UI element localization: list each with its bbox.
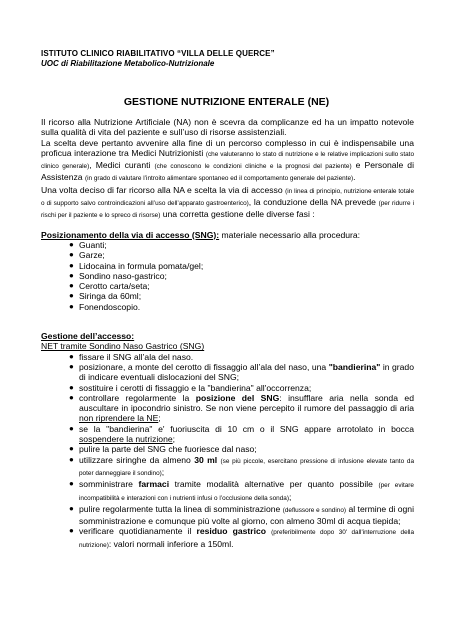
- bullet-icon: ●: [69, 503, 74, 513]
- list-item: [69, 444, 414, 455]
- text-run: se la "bandierina" e' fuoriuscita di 10 cm o il SNG appare arrotolato in bocca: [79, 423, 414, 434]
- list-item: [69, 382, 414, 393]
- intro-paragraph-3: [41, 185, 414, 222]
- list-item-text: Siringa da 60ml;: [79, 291, 142, 302]
- list-item: [69, 291, 414, 302]
- text-run: utilizzare siringhe da almeno: [79, 454, 195, 465]
- text-run: , la conduzione della NA prevede: [248, 197, 379, 208]
- list-item: [69, 503, 414, 527]
- text-run-bold: farmaci: [138, 479, 170, 490]
- bullet-icon: ●: [69, 382, 74, 392]
- list-item: [69, 281, 414, 292]
- management-heading: [41, 331, 414, 341]
- section-subtitle: NET tramite Sondino Naso Gastrico (SNG): [41, 341, 205, 352]
- list-item-text: Guanti;: [79, 239, 107, 250]
- text-run: in grado di indicare eventuali dislocazioni del SNG;: [79, 361, 414, 383]
- list-item: [69, 454, 414, 480]
- bullet-icon: ●: [69, 270, 74, 280]
- section-title: Posizionamento della via di accesso (SNG):: [41, 229, 220, 240]
- list-item-text: Garze;: [79, 250, 105, 261]
- list-item: [69, 270, 414, 281]
- bullet-icon: ●: [69, 351, 74, 361]
- list-item-text: sostituire i cerotti di fissaggio e la "bandierina" all'occorrenza;: [79, 382, 312, 393]
- text-run: ;: [288, 491, 292, 502]
- bullet-icon: ●: [69, 479, 74, 489]
- bullet-icon: ●: [69, 454, 74, 464]
- text-run: ;: [172, 434, 176, 445]
- list-item-text: pulire la parte del SNG che fuoriesce dal naso;: [79, 444, 257, 455]
- text-run: pulire regolarmente tutta la linea di somministrazione: [79, 503, 283, 514]
- bullet-icon: ●: [69, 291, 74, 301]
- list-item-text: Fonendoscopio.: [79, 301, 141, 312]
- bullet-icon: ●: [69, 281, 74, 291]
- text-run-small: (in linea di principio, nutrizione enterale totale o di supporto salvo controindicazioni all’uso dell’apparato gastroenterico): [41, 187, 414, 208]
- text-run-small: (che valuteranno lo stato di nutrizione e le relative implicazioni sullo stato clinico generale): [41, 150, 415, 171]
- text-run: posizionare, a monte del cerotto di fissaggio all’ala del naso, una: [79, 361, 329, 372]
- text-run: tramite modalità alternative per quanto possibile: [169, 479, 379, 490]
- text-run: una corretta gestione delle diverse fasi :: [160, 209, 315, 220]
- text-run: ;: [161, 466, 165, 477]
- list-item-text: Lidocaina in formula pomata/gel;: [79, 260, 204, 271]
- text-run-bold: residuo gastrico: [196, 526, 267, 537]
- management-list: [41, 352, 414, 551]
- list-item: [69, 250, 414, 261]
- bullet-icon: ●: [69, 361, 74, 371]
- bullet-icon: ●: [69, 392, 74, 402]
- list-item: [69, 361, 414, 383]
- list-item: [69, 239, 414, 250]
- text-run-small: (deflussore e sondino): [282, 506, 347, 514]
- section-title: Gestione dell’accesso:: [41, 331, 135, 342]
- text-run: somministrare: [79, 479, 139, 490]
- list-item: [69, 260, 414, 271]
- list-item: [69, 423, 414, 445]
- text-run-small: (preferibilmente dopo 30' dall'interruzione della nutrizione): [79, 529, 415, 549]
- text-run-small: (che conoscono le condizioni cliniche e la prognosi del paziente): [154, 163, 352, 171]
- text-run-small: (per evitare incompatibilità e interazioni con i nutrienti infusi o l’occlusione della sonda): [79, 482, 414, 502]
- text-run: : insufflare aria nella sonda ed auscultare in ipocondrio sinistro. Se non viene percepito il rumore del passaggio di aria: [79, 392, 414, 414]
- bullet-icon: ●: [69, 250, 74, 260]
- intro-paragraph-2: [41, 138, 414, 185]
- text-run-small: (per ridurre i rischi per il paziente e lo spreco di risorse): [41, 200, 414, 220]
- text-run: ;: [158, 413, 161, 424]
- institute-name: ISTITUTO CLINICO RIABILITATIVO “VILLA DELLE QUERCE”: [41, 49, 275, 58]
- list-item-text: Sondino naso-gastrico;: [79, 270, 167, 281]
- list-item: [69, 301, 414, 312]
- bullet-icon: ●: [69, 526, 74, 536]
- text-run-bold: "bandierina": [328, 361, 381, 372]
- materials-list: [41, 240, 414, 312]
- bullet-icon: ●: [69, 239, 74, 249]
- list-item: [69, 392, 414, 424]
- text-run: La scelta deve pertanto avvenire alla fine di un percorso complesso in cui è indispensabile una proficua interazione tra Medici Nutrizionisti: [41, 137, 414, 158]
- list-item: [69, 526, 415, 551]
- intro-paragraph-1: Il ricorso alla Nutrizione Artificiale (NA) non è scevra da complicanze ed ha un impatto notevole sulla qualità di vita del paziente e sull’uso di risorse assistenziali.: [41, 117, 414, 138]
- document-body: [41, 117, 414, 551]
- text-run-bold: posizione del SNG: [195, 392, 280, 403]
- list-item: [69, 479, 414, 504]
- document-title: GESTIONE NUTRIZIONE ENTERALE (NE): [123, 96, 330, 108]
- text-run-small: (in grado di valutare l’introito alimentare spontaneo ed il comportamento generale del paziente): [84, 175, 354, 183]
- text-run-bold: 30 ml: [194, 454, 218, 465]
- bullet-icon: ●: [69, 301, 74, 311]
- text-run: Una volta deciso di far ricorso alla NA e scelta la via di accesso: [41, 184, 286, 195]
- text-run: e Personale di Assistenza: [41, 160, 414, 183]
- unit-name: UOC di Riabilitazione Metabolico-Nutrizionale: [41, 59, 215, 68]
- text-run: controllare regolarmente la: [79, 392, 196, 403]
- list-item-text: fissare il SNG all’ala del naso.: [79, 351, 194, 362]
- text-run: al termine di ogni somministrazione e comunque più volte al giorno, con almeno 30ml di acqua tiepida;: [79, 503, 414, 527]
- bullet-icon: ●: [69, 444, 74, 454]
- section-title-rest: materiale necessario alla procedura:: [219, 229, 361, 240]
- text-run: .: [353, 172, 356, 183]
- text-run: : valori normali inferiore a 150ml.: [108, 538, 234, 549]
- list-item-text: Cerotto carta/seta;: [79, 281, 150, 292]
- text-run-underline: non riprendere la NE: [79, 413, 159, 424]
- positioning-heading: [41, 230, 414, 240]
- text-run: , Medici curanti: [89, 160, 155, 171]
- text-run-underline: sospendere la nutrizione: [79, 434, 173, 445]
- bullet-icon: ●: [69, 423, 74, 433]
- text-run: verificare quotidianamente il: [79, 526, 197, 537]
- bullet-icon: ●: [69, 260, 74, 270]
- management-subtitle: [41, 341, 414, 351]
- list-item: [69, 351, 414, 362]
- text-run-small: (se più piccole, esercitano pressione di infusione elevate tanto da poter danneggiare il sondino): [79, 457, 414, 477]
